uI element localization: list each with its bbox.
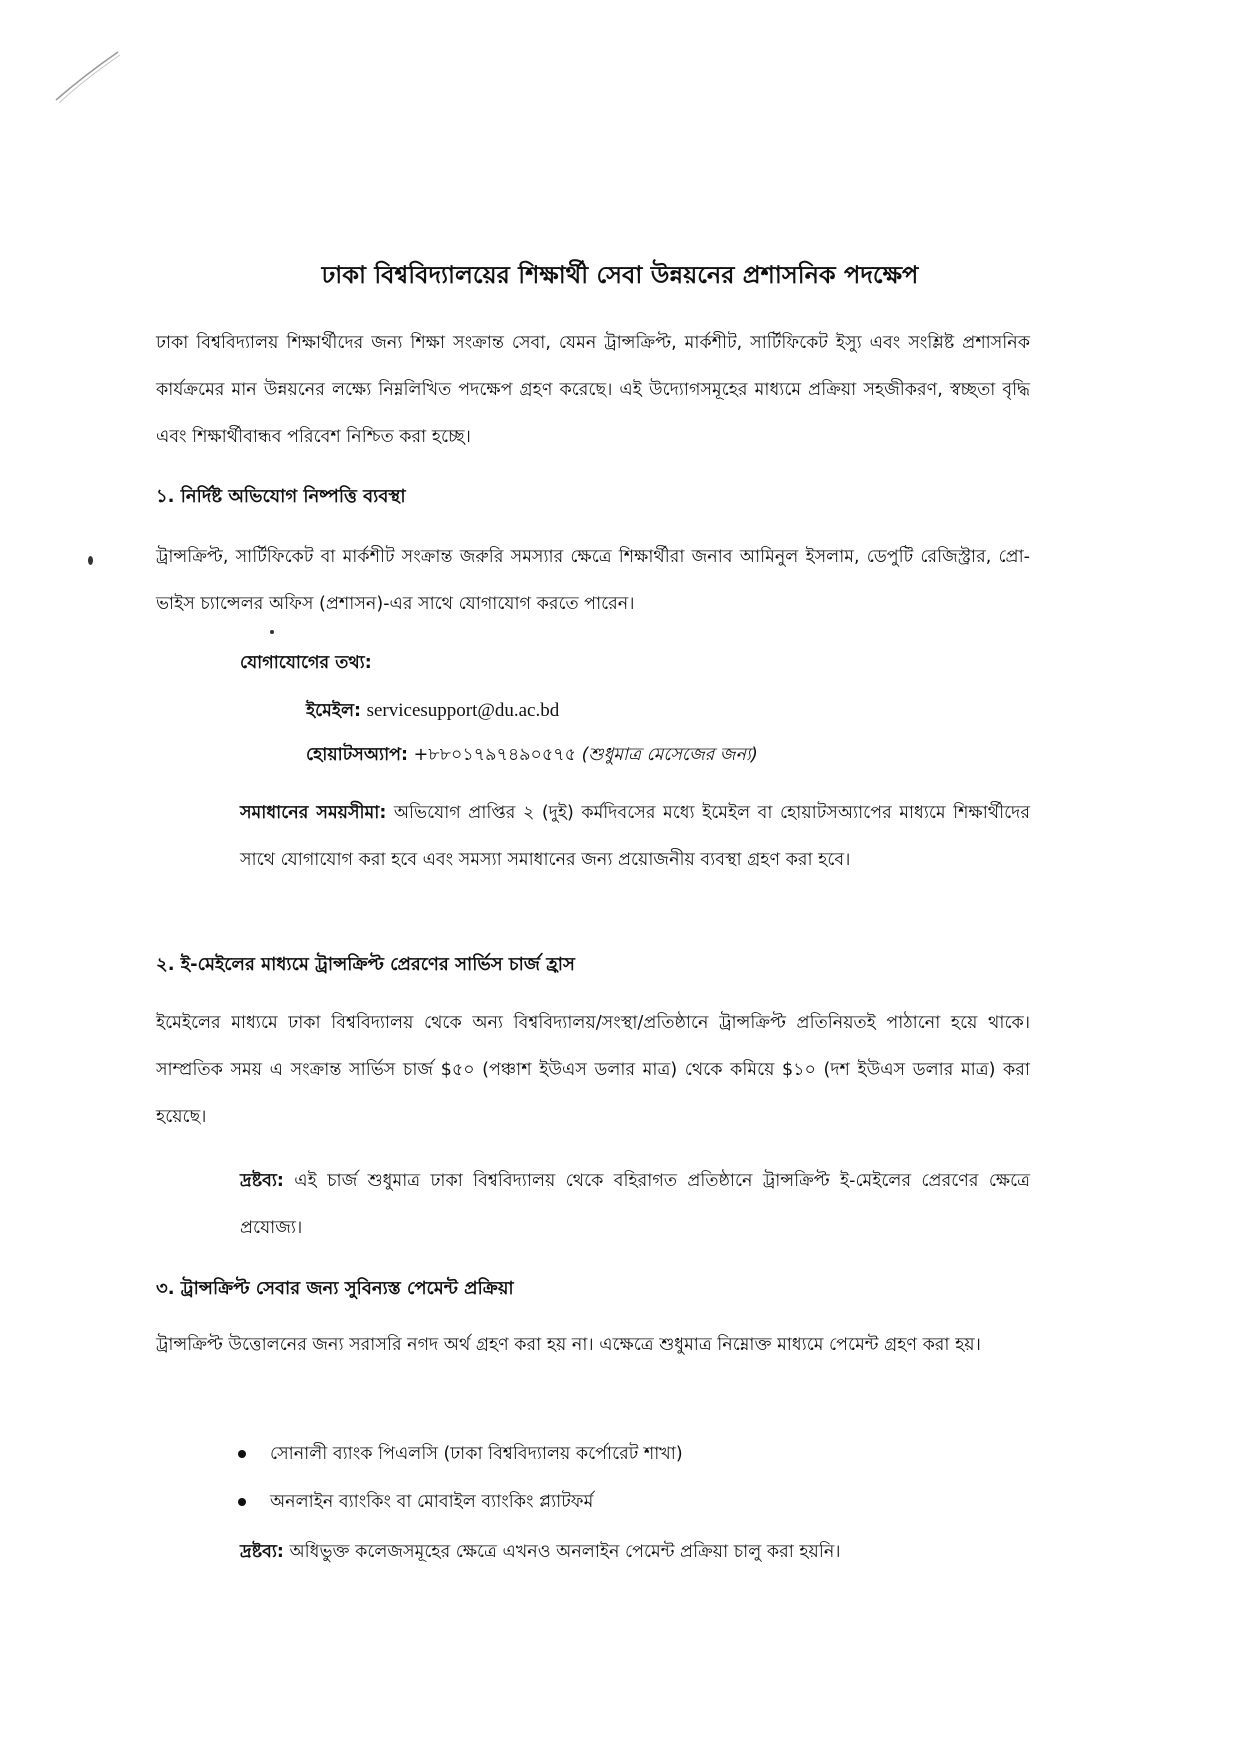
section2-note [240, 1158, 1030, 1252]
scan-speck [88, 556, 93, 565]
section2-note-label: দ্রষ্টব্য: [240, 1171, 284, 1191]
contact-email-line [306, 696, 559, 726]
list-item [238, 1486, 683, 1534]
bullet-icon [238, 1498, 246, 1506]
whatsapp-note: (শুধুমাত্র মেসেজের জন্য) [581, 745, 758, 765]
contact-heading: যোগাযোগের তথ্য: [240, 653, 372, 673]
section3-note [240, 1536, 1040, 1568]
section3-note-label: দ্রষ্টব্য: [240, 1542, 284, 1562]
deadline-text: অভিযোগ প্রাপ্তির ২ (দুই) কর্মদিবসের মধ্যে ইমেইল বা হোয়াটসঅ্যাপের মাধ্যমে শিক্ষার্থীদের সাথে যোগাযোগ করা হবে এবং সমস্যা সমাধানের জন্য প্রয়োজনীয় ব্যবস্থা গ্রহণ করা হবে। [240, 803, 1030, 870]
list-item-text: সোনালী ব্যাংক পিএলসি (ঢাকা বিশ্ববিদ্যালয় কর্পোরেট শাখা) [270, 1444, 683, 1464]
page-title: ঢাকা বিশ্ববিদ্যালয়ের শিক্ষার্থী সেবা উন্নয়নের প্রশাসনিক পদক্ষেপ [321, 261, 919, 289]
list-item-text: অনলাইন ব্যাংকিং বা মোবাইল ব্যাংকিং প্ল্যাটফর্ম [270, 1492, 594, 1512]
bullet-icon [238, 1450, 246, 1458]
section3-body: ট্রান্সক্রিপ্ট উত্তোলনের জন্য সরাসরি নগদ অর্থ গ্রহণ করা হয় না। এক্ষেত্রে শুধুমাত্র নিম্নোক্ত মাধ্যমে পেমেন্ট গ্রহণ করা হয়। [156, 1335, 981, 1355]
section2-note-text: এই চার্জ শুধুমাত্র ঢাকা বিশ্ববিদ্যালয় থেকে বহিরাগত প্রতিষ্ঠানে ট্রান্সক্রিপ্ট ই-মেইলের প্রেরণের ক্ষেত্রে প্রযোজ্য। [240, 1171, 1030, 1238]
section2-heading: ২. ই-মেইলের মাধ্যমে ট্রান্সক্রিপ্ট প্রেরণের সার্ভিস চার্জ হ্রাস [156, 954, 575, 975]
email-value: servicesupport@du.ac.bd [366, 700, 560, 721]
scan-speck [270, 630, 274, 634]
payment-methods-list [238, 1438, 683, 1534]
email-label: ইমেইল: [306, 701, 361, 721]
section3-note-text: অধিভুক্ত কলেজসমূহের ক্ষেত্রে এখনও অনলাইন পেমেন্ট প্রক্রিয়া চালু করা হয়নি। [289, 1542, 841, 1562]
deadline-label: সমাধানের সময়সীমা: [240, 803, 387, 823]
section1-heading: ১. নির্দিষ্ট অভিযোগ নিষ্পত্তি ব্যবস্থা [156, 486, 406, 507]
whatsapp-label: হোয়াটসঅ্যাপ: [306, 745, 409, 765]
deadline-paragraph [240, 790, 1030, 884]
section2-body: ইমেইলের মাধ্যমে ঢাকা বিশ্ববিদ্যালয় থেকে অন্য বিশ্ববিদ্যালয়/সংস্থা/প্রতিষ্ঠানে ট্রান্সক্রিপ্ট প্রতিনিয়তই পাঠানো হয়ে থাকে। সাম্প্রতিক সময় এ সংক্রান্ত সার্ভিস চার্জ $৫০ (পঞ্চাশ ইউএস ডলার মাত্র) থেকে কমিয়ে $১০ (দশ ইউএস ডলার মাত্র) করা হয়েছে। [156, 1013, 1030, 1127]
section3-heading: ৩. ট্রান্সক্রিপ্ট সেবার জন্য সুবিন্যস্ত পেমেন্ট প্রক্রিয়া [156, 1278, 514, 1299]
section1-body: ট্রান্সক্রিপ্ট, সার্টিফিকেট বা মার্কশীট সংক্রান্ত জরুরি সমস্যার ক্ষেত্রে শিক্ষার্থীরা জনাব আমিনুল ইসলাম, ডেপুটি রেজিস্ট্রার, প্রো-ভাইস চ্যান্সেলর অফিস (প্রশাসন)-এর সাথে যোগাযোগ করতে পারেন। [156, 547, 1030, 614]
contact-whatsapp-line [306, 740, 758, 770]
list-item [238, 1438, 683, 1486]
intro-paragraph: ঢাকা বিশ্ববিদ্যালয় শিক্ষার্থীদের জন্য শিক্ষা সংক্রান্ত সেবা, যেমন ট্রান্সক্রিপ্ট, মার্কশীট, সার্টিফিকেট ইস্যু এবং সংশ্লিষ্ট প্রশাসনিক কার্যক্রমের মান উন্নয়নের লক্ষ্যে নিম্নলিখিত পদক্ষেপ গ্রহণ করেছে। এই উদ্যোগসমূহের মাধ্যমে প্রক্রিয়া সহজীকরণ, স্বচ্ছতা বৃদ্ধি এবং শিক্ষার্থীবান্ধব পরিবেশ নিশ্চিত করা হচ্ছে। [156, 333, 1030, 447]
whatsapp-value: +৮৮০১৭৯৭৪৯০৫৭৫ [413, 745, 577, 765]
scan-scratch-mark [52, 48, 124, 108]
